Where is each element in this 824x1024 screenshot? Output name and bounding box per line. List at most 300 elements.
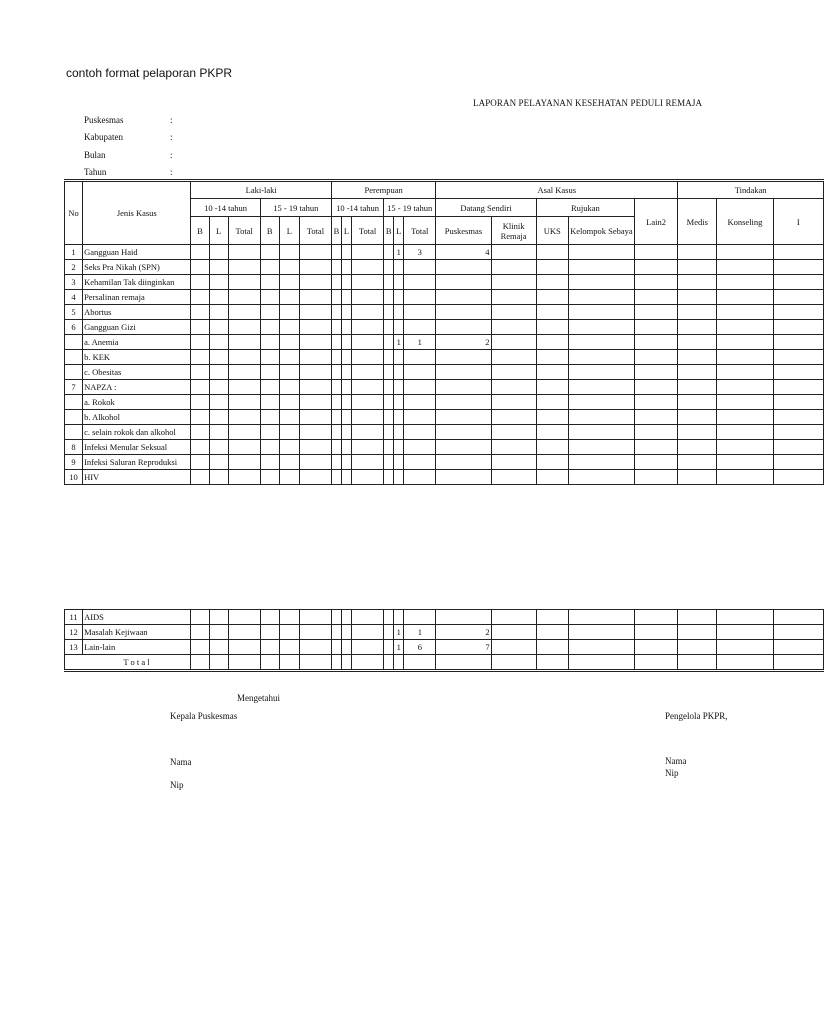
meta-colon: : (170, 132, 173, 142)
header-b: B (384, 217, 394, 245)
table-cell (299, 260, 331, 275)
table-cell (209, 350, 228, 365)
table-cell (279, 655, 299, 671)
table-cell (717, 260, 773, 275)
perempuan-15-19-total (436, 395, 491, 410)
nip-left-label: Nip (170, 780, 184, 790)
table-cell (260, 335, 279, 350)
table-cell (228, 335, 260, 350)
table-cell (568, 275, 634, 290)
perempuan-15-19-b: 1 (394, 245, 404, 260)
header-laki-laki: Laki-laki (191, 181, 332, 199)
table-row (65, 335, 824, 350)
table-cell (260, 625, 279, 640)
perempuan-15-19-total (436, 365, 491, 380)
row-case-name: Infeksi Saluran Reproduksi (83, 455, 191, 470)
header-total: Total (352, 217, 384, 245)
table-cell (332, 655, 342, 671)
table-cell (568, 395, 634, 410)
table-cell (384, 260, 394, 275)
table-cell (536, 320, 568, 335)
table-cell (342, 440, 352, 455)
meta-puskesmas (84, 115, 178, 125)
table-cell (209, 470, 228, 485)
perempuan-15-19-total (436, 380, 491, 395)
header-puskesmas: Puskesmas (436, 217, 491, 245)
table-cell (678, 350, 717, 365)
table-row (65, 305, 824, 320)
table-cell (536, 395, 568, 410)
table-cell (191, 335, 209, 350)
table-cell (773, 260, 823, 275)
row-number: 12 (65, 625, 83, 640)
header-b: B (191, 217, 209, 245)
table-cell (717, 395, 773, 410)
table-cell (331, 440, 341, 455)
perempuan-15-19-total (436, 455, 491, 470)
table-cell (773, 395, 823, 410)
table-cell (299, 365, 331, 380)
table-cell (352, 320, 384, 335)
table-cell (536, 275, 568, 290)
table-cell (279, 410, 299, 425)
perempuan-15-19-b (394, 395, 404, 410)
row-case-name: T o t a l (83, 655, 191, 671)
perempuan-15-19-l (404, 350, 436, 365)
table-cell (209, 655, 228, 671)
table-cell (384, 275, 394, 290)
table-cell (491, 305, 536, 320)
table-cell (342, 410, 352, 425)
row-case-name: b. Alkohol (83, 410, 191, 425)
table-cell (635, 655, 678, 671)
row-number: 11 (65, 610, 83, 625)
row-number: 9 (65, 455, 83, 470)
table-cell (536, 365, 568, 380)
table-row (65, 320, 824, 335)
table-cell (279, 305, 299, 320)
table-cell (491, 425, 536, 440)
table-cell (209, 260, 228, 275)
perempuan-15-19-b (394, 365, 404, 380)
header-medis: Medis (678, 199, 717, 245)
table-cell (228, 260, 260, 275)
header-l: L (342, 217, 352, 245)
table-cell (331, 275, 341, 290)
perempuan-15-19-l (404, 610, 436, 625)
table-cell (352, 610, 384, 625)
table-cell (568, 380, 634, 395)
table-cell (352, 365, 384, 380)
perempuan-15-19-total (436, 260, 491, 275)
perempuan-15-19-l (404, 290, 436, 305)
table-cell (352, 260, 384, 275)
table-cell (568, 610, 634, 625)
table-cell (260, 395, 279, 410)
table-cell (342, 380, 352, 395)
perempuan-15-19-total: 2 (436, 625, 491, 640)
row-case-name: Masalah Kejiwaan (83, 625, 191, 640)
table-cell (717, 380, 773, 395)
table-cell (491, 350, 536, 365)
meta-colon: : (170, 167, 173, 177)
table-cell (299, 440, 331, 455)
row-case-name: Kehamilan Tak diinginkan (83, 275, 191, 290)
table-cell (352, 245, 384, 260)
table-cell (717, 245, 773, 260)
table-cell (299, 655, 331, 671)
table-cell (228, 655, 260, 671)
table-cell (536, 440, 568, 455)
table-cell (352, 275, 384, 290)
perempuan-15-19-b (394, 320, 404, 335)
row-case-name: b. KEK (83, 350, 191, 365)
header-b: B (260, 217, 279, 245)
table-cell (384, 380, 394, 395)
table-cell (260, 275, 279, 290)
table-cell (635, 455, 678, 470)
table-cell (635, 290, 678, 305)
table-top-body (65, 245, 824, 485)
header-total: Total (299, 217, 331, 245)
meta-label: Bulan (84, 150, 106, 160)
row-number (65, 365, 83, 380)
table-cell (678, 245, 717, 260)
table-cell (773, 440, 823, 455)
header-total: Total (404, 217, 436, 245)
header-l: L (209, 217, 228, 245)
table-cell (191, 350, 209, 365)
table-cell (209, 410, 228, 425)
table-cell (568, 470, 634, 485)
table-cell (352, 440, 384, 455)
table-cell (209, 395, 228, 410)
table-cell (209, 625, 228, 640)
table-cell (384, 395, 394, 410)
perempuan-15-19-b (394, 410, 404, 425)
table-cell (773, 410, 823, 425)
perempuan-15-19-l (404, 425, 436, 440)
table-cell (717, 320, 773, 335)
row-number: 1 (65, 245, 83, 260)
table-cell (228, 440, 260, 455)
header-total: Total (228, 217, 260, 245)
perempuan-15-19-b (394, 610, 404, 625)
table-cell (568, 410, 634, 425)
table-cell (299, 335, 331, 350)
table-cell (342, 395, 352, 410)
table-cell (191, 395, 209, 410)
table-cell (209, 440, 228, 455)
table-cell (299, 350, 331, 365)
table-cell (191, 245, 209, 260)
perempuan-15-19-total (436, 320, 491, 335)
table-cell (191, 260, 209, 275)
table-cell (491, 455, 536, 470)
meta-label: Puskesmas (84, 115, 124, 125)
table-cell (568, 625, 634, 640)
table-cell (773, 425, 823, 440)
perempuan-15-19-total (436, 440, 491, 455)
row-number (65, 395, 83, 410)
table-cell (568, 305, 634, 320)
perempuan-15-19-b (394, 440, 404, 455)
table-cell (260, 440, 279, 455)
table-cell (342, 365, 352, 380)
table-cell (299, 625, 331, 640)
table-cell (678, 610, 717, 625)
meta-kabupaten (84, 132, 178, 142)
header-jenis-kasus: Jenis Kasus (83, 181, 191, 245)
table-cell (209, 245, 228, 260)
row-case-name: a. Rokok (83, 395, 191, 410)
table-cell (299, 425, 331, 440)
header-extra: I (773, 199, 823, 245)
table-cell (536, 640, 568, 655)
header-perempuan: Perempuan (331, 181, 435, 199)
row-number (65, 350, 83, 365)
table-row (65, 470, 824, 485)
table-cell (342, 655, 352, 671)
table-cell (228, 395, 260, 410)
table-cell (299, 455, 331, 470)
table-cell (228, 380, 260, 395)
table-cell (228, 320, 260, 335)
table-cell (635, 320, 678, 335)
header-laki-10-14: 10 -14 tahun (191, 199, 260, 217)
table-cell (342, 625, 352, 640)
table-cell (191, 470, 209, 485)
table-cell (352, 625, 384, 640)
table-cell (331, 260, 341, 275)
table-cell (279, 245, 299, 260)
table-cell (635, 380, 678, 395)
table-cell (678, 425, 717, 440)
table-cell (773, 365, 823, 380)
meta-label: Tahun (84, 167, 107, 177)
table-cell (491, 395, 536, 410)
table-cell (717, 470, 773, 485)
table-row (65, 380, 824, 395)
table-cell (331, 335, 341, 350)
table-cell (331, 350, 341, 365)
table-cell (568, 440, 634, 455)
table-cell (260, 245, 279, 260)
report-title: LAPORAN PELAYANAN KESEHATAN PEDULI REMAJA (473, 98, 703, 108)
table-cell (332, 640, 342, 655)
table-cell (536, 470, 568, 485)
table-cell (568, 335, 634, 350)
table-cell (635, 350, 678, 365)
table-cell (209, 320, 228, 335)
table-cell (191, 640, 209, 655)
perempuan-15-19-b (394, 470, 404, 485)
header-kelompok-sebaya: Kelompok Sebaya (568, 217, 634, 245)
meta-bulan (84, 150, 178, 160)
table-cell (279, 335, 299, 350)
table-cell (228, 350, 260, 365)
table-cell (209, 365, 228, 380)
perempuan-15-19-b (394, 455, 404, 470)
row-case-name: Lain-lain (83, 640, 191, 655)
table-cell (279, 350, 299, 365)
table-cell (568, 455, 634, 470)
table-row (65, 365, 824, 380)
table-row (65, 290, 824, 305)
table-cell (352, 470, 384, 485)
table-cell (299, 640, 331, 655)
table-row (65, 440, 824, 455)
header-no: No (65, 181, 83, 245)
table-row (65, 245, 824, 260)
table-cell (384, 305, 394, 320)
table-cell (279, 440, 299, 455)
table-cell (352, 455, 384, 470)
table-cell (678, 260, 717, 275)
table-cell (279, 320, 299, 335)
row-case-name: c. Obesitas (83, 365, 191, 380)
table-cell (331, 425, 341, 440)
header-b: B (331, 217, 341, 245)
table-cell (568, 365, 634, 380)
table-cell (717, 425, 773, 440)
table-cell (332, 625, 342, 640)
table-cell (536, 655, 568, 671)
perempuan-15-19-b (394, 380, 404, 395)
perempuan-15-19-total: 4 (436, 245, 491, 260)
table-cell (342, 260, 352, 275)
table-cell (635, 365, 678, 380)
header-laki-15-19: 15 - 19 tahun (260, 199, 331, 217)
table-cell (209, 290, 228, 305)
row-number: 4 (65, 290, 83, 305)
table-cell (384, 640, 394, 655)
table-cell (678, 395, 717, 410)
table-cell (678, 320, 717, 335)
table-cell (191, 320, 209, 335)
perempuan-15-19-l (404, 440, 436, 455)
perempuan-15-19-b (394, 425, 404, 440)
table-cell (191, 410, 209, 425)
table-cell (491, 260, 536, 275)
table-cell (342, 320, 352, 335)
meta-colon: : (170, 150, 173, 160)
table-cell (228, 610, 260, 625)
perempuan-15-19-total: 2 (436, 335, 491, 350)
perempuan-15-19-total (436, 275, 491, 290)
perempuan-15-19-total (436, 290, 491, 305)
table-cell (279, 380, 299, 395)
table-cell (568, 655, 634, 671)
table-cell (279, 365, 299, 380)
table-cell (260, 305, 279, 320)
perempuan-15-19-b (394, 305, 404, 320)
table-cell (717, 290, 773, 305)
row-case-name: Gangguan Haid (83, 245, 191, 260)
table-cell (260, 350, 279, 365)
table-cell (717, 365, 773, 380)
table-cell (299, 290, 331, 305)
meta-label: Kabupaten (84, 132, 123, 142)
document-title: contoh format pelaporan PKPR (66, 66, 233, 80)
table-row (65, 425, 824, 440)
table-cell (299, 275, 331, 290)
table-cell (384, 290, 394, 305)
table-cell (279, 455, 299, 470)
table-cell (635, 610, 678, 625)
table-cell (384, 610, 394, 625)
table-cell (536, 410, 568, 425)
header-konseling: Konseling (717, 199, 773, 245)
table-cell (342, 305, 352, 320)
perempuan-15-19-l: 6 (404, 640, 436, 655)
table-cell (384, 410, 394, 425)
table-cell (191, 610, 209, 625)
table-cell (209, 335, 228, 350)
table-cell (299, 320, 331, 335)
table-cell (260, 470, 279, 485)
table-cell (491, 365, 536, 380)
table-cell (331, 290, 341, 305)
table-cell (260, 610, 279, 625)
meta-tahun (84, 167, 178, 177)
perempuan-15-19-l (404, 380, 436, 395)
table-cell (191, 425, 209, 440)
perempuan-15-19-l (404, 305, 436, 320)
table-cell (279, 275, 299, 290)
table-cell (228, 425, 260, 440)
table-cell (384, 425, 394, 440)
table-cell (260, 260, 279, 275)
row-case-name: HIV (83, 470, 191, 485)
table-cell (342, 350, 352, 365)
table-cell (717, 275, 773, 290)
table-cell (191, 625, 209, 640)
table-cell (331, 305, 341, 320)
perempuan-15-19-l (404, 320, 436, 335)
table-cell (491, 640, 536, 655)
table-cell (536, 425, 568, 440)
table-cell (491, 320, 536, 335)
perempuan-15-19-b: 1 (394, 640, 404, 655)
row-case-name: Persalinan remaja (83, 290, 191, 305)
table-cell (209, 640, 228, 655)
table-cell (635, 625, 678, 640)
table-cell (678, 655, 717, 671)
table-cell (332, 610, 342, 625)
table-cell (342, 335, 352, 350)
perempuan-15-19-l: 3 (404, 245, 436, 260)
table-cell (491, 440, 536, 455)
perempuan-15-19-b: 1 (394, 335, 404, 350)
table-cell (331, 365, 341, 380)
header-klinik-remaja: Klinik Remaja (491, 217, 536, 245)
table-cell (352, 425, 384, 440)
table-cell (342, 245, 352, 260)
table-cell (635, 335, 678, 350)
row-number: 7 (65, 380, 83, 395)
pengelola-pkpr-label: Pengelola PKPR, (665, 711, 728, 721)
perempuan-15-19-l (404, 395, 436, 410)
table-cell (773, 380, 823, 395)
report-table-bottom (64, 609, 824, 672)
table-cell (717, 640, 773, 655)
header-l: L (394, 217, 404, 245)
perempuan-15-19-total (436, 470, 491, 485)
table-cell (635, 410, 678, 425)
table-cell (773, 655, 823, 671)
row-case-name: NAPZA : (83, 380, 191, 395)
